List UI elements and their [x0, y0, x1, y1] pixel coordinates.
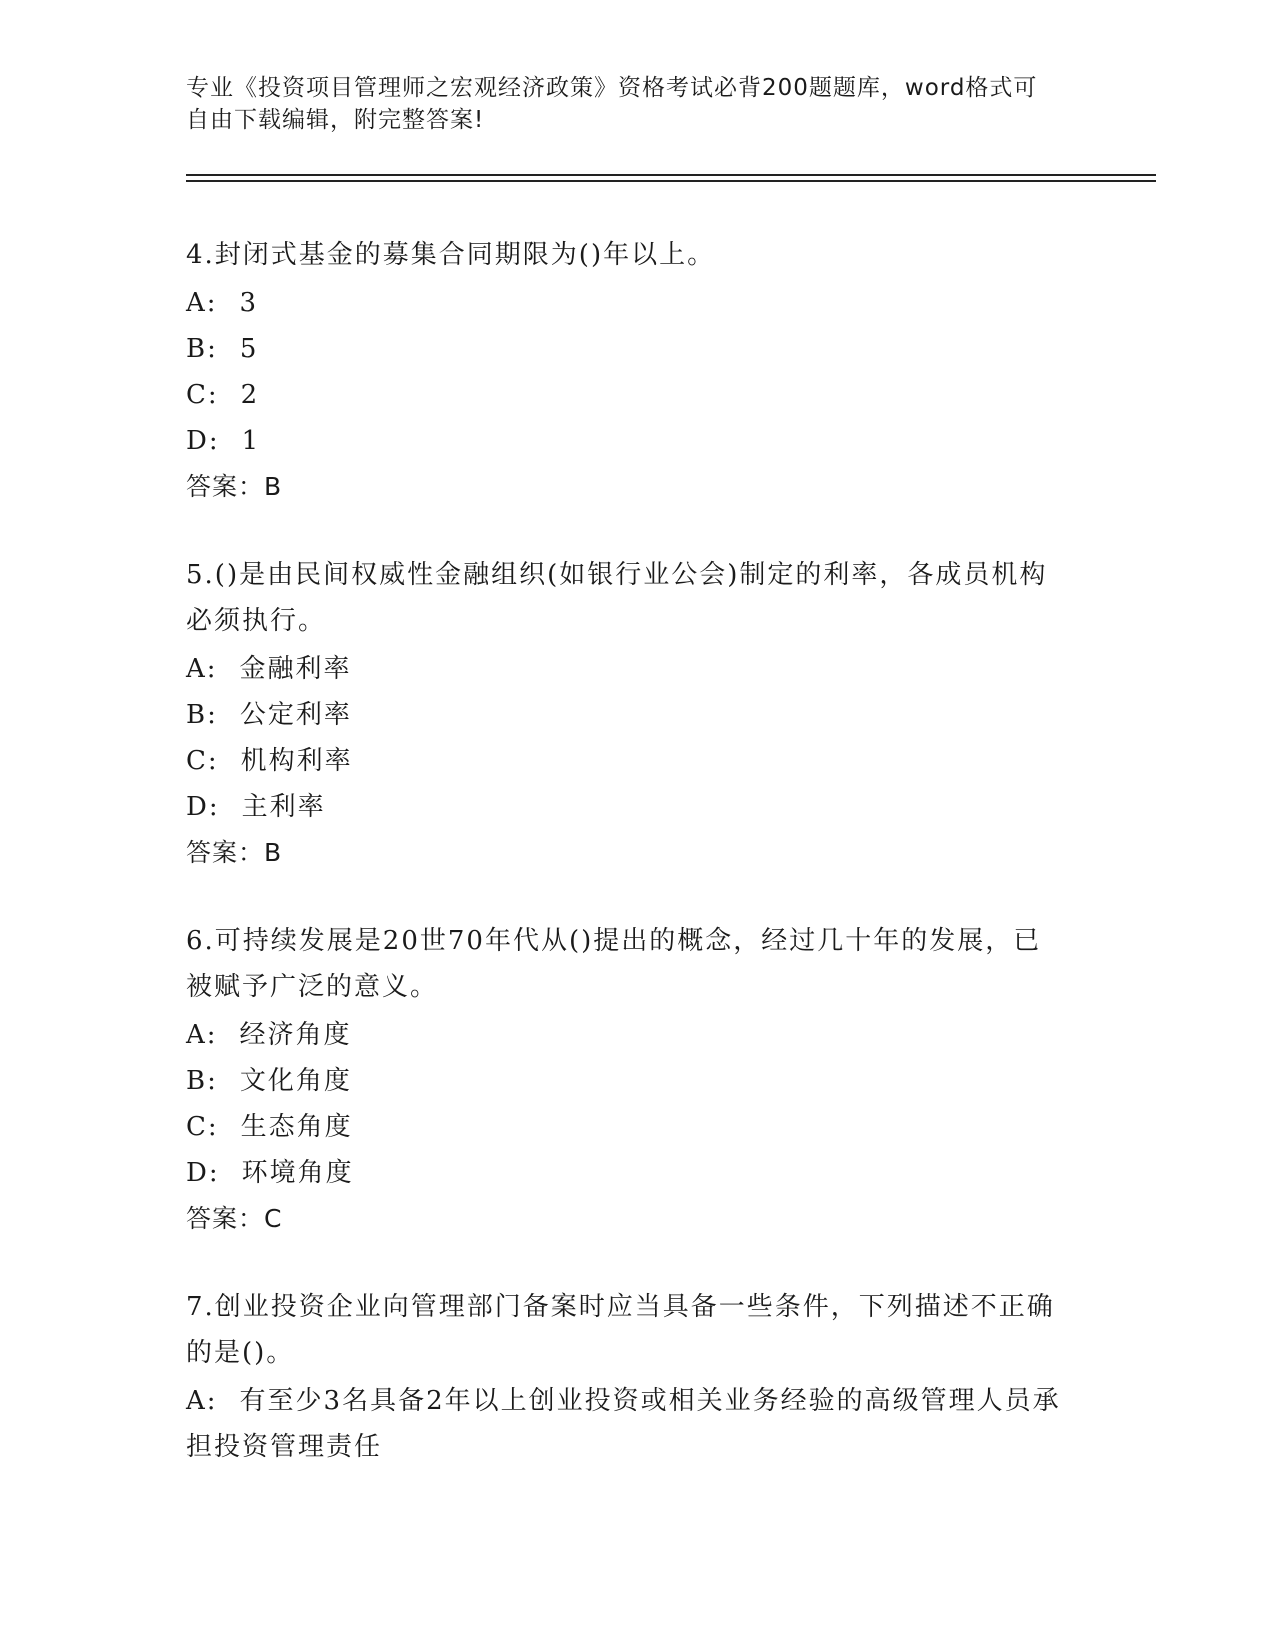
- question-stem: 5.()是由民间权威性金融组织(如银行业公会)制定的利率，各成员机构必须执行。: [186, 560, 1048, 636]
- question-stem: 4.封闭式基金的募集合同期限为()年以上。: [186, 240, 716, 270]
- option-text: 经济角度: [239, 1020, 352, 1050]
- question-4: [186, 232, 1066, 510]
- question-6: [186, 918, 1066, 1242]
- option-a: [186, 1012, 1066, 1058]
- option-text: 机构利率: [240, 746, 353, 776]
- option-c: [186, 372, 1066, 418]
- option-letter: C:: [186, 746, 219, 776]
- option-a: [186, 1378, 1066, 1470]
- option-d: [186, 418, 1066, 464]
- option-letter: A:: [186, 1386, 218, 1416]
- option-letter: D:: [186, 792, 220, 822]
- option-letter: B:: [186, 334, 218, 364]
- option-letter: D:: [186, 1158, 220, 1188]
- option-d: [186, 1150, 1066, 1196]
- option-letter: B:: [186, 700, 218, 730]
- option-text: 文化角度: [239, 1066, 352, 1096]
- option-letter: B:: [186, 1066, 218, 1096]
- answer-line: 答案：B: [186, 472, 283, 501]
- option-letter: D:: [186, 426, 220, 456]
- option-letter: A:: [186, 654, 218, 684]
- option-d: [186, 784, 1066, 830]
- document-header: [186, 72, 1086, 136]
- option-b: [186, 1058, 1066, 1104]
- option-text: 金融利率: [239, 654, 352, 684]
- question-list: [186, 232, 1066, 1512]
- question-stem: 6.可持续发展是20世70年代从()提出的概念，经过几十年的发展，已被赋予广泛的意义。: [186, 926, 1042, 1002]
- option-a: [186, 280, 1066, 326]
- option-a: [186, 646, 1066, 692]
- option-b: [186, 326, 1066, 372]
- option-b: [186, 692, 1066, 738]
- question-5: [186, 552, 1066, 876]
- option-c: [186, 738, 1066, 784]
- answer-line: 答案：C: [186, 1204, 283, 1233]
- question-7: [186, 1284, 1066, 1470]
- header-line-2: 自由下载编辑，附完整答案!: [186, 107, 485, 133]
- option-text: 1: [241, 426, 261, 456]
- option-text: 主利率: [241, 792, 326, 822]
- option-c: [186, 1104, 1066, 1150]
- header-line-1: 专业《投资项目管理师之宏观经济政策》资格考试必背200题题库，word格式可: [186, 75, 1038, 101]
- option-letter: A:: [186, 1020, 218, 1050]
- option-letter: C:: [186, 380, 219, 410]
- header-divider-bottom: [186, 180, 1156, 182]
- option-text: 环境角度: [241, 1158, 354, 1188]
- option-text: 2: [240, 380, 260, 410]
- option-text: 有至少3名具备2年以上创业投资或相关业务经验的高级管理人员承担投资管理责任: [186, 1386, 1061, 1462]
- answer-line: 答案：B: [186, 838, 283, 867]
- header-divider-top: [186, 174, 1156, 176]
- question-stem: 7.创业投资企业向管理部门备案时应当具备一些条件，下列描述不正确的是()。: [186, 1292, 1055, 1368]
- option-text: 3: [239, 288, 259, 318]
- option-text: 公定利率: [239, 700, 352, 730]
- option-letter: C:: [186, 1112, 219, 1142]
- option-text: 5: [239, 334, 259, 364]
- option-text: 生态角度: [240, 1112, 353, 1142]
- option-letter: A:: [186, 288, 218, 318]
